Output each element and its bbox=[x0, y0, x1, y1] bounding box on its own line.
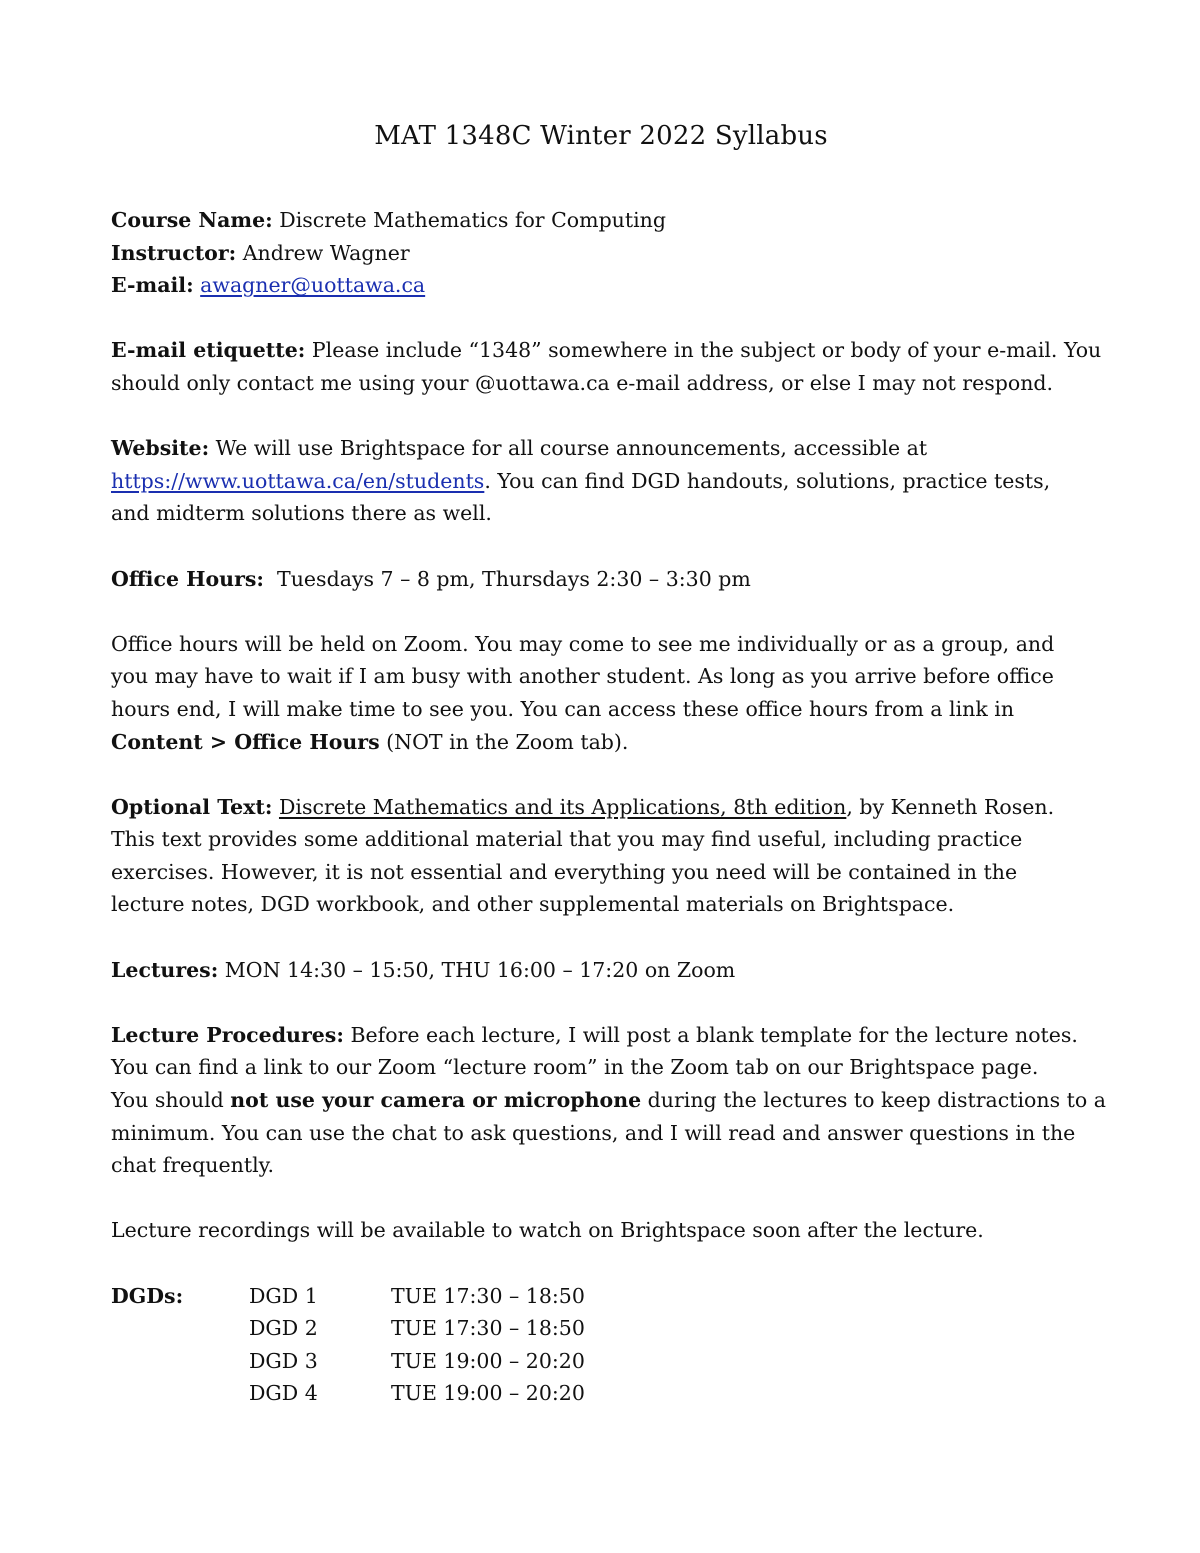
etiquette-line-2: should only contact me using your @uottawa.ca e-mail address, or else I may not respond. bbox=[111, 370, 1054, 395]
dgd-row bbox=[111, 1280, 1091, 1313]
procedures-text-3a: You should bbox=[111, 1088, 231, 1113]
office-hours-para-end: (NOT in the Zoom tab). bbox=[379, 729, 629, 754]
website-link[interactable]: https://www.uottawa.ca/en/students bbox=[111, 468, 485, 493]
email-link[interactable]: awagner@uottawa.ca bbox=[200, 273, 426, 298]
procedures-line-3 bbox=[111, 1084, 1106, 1117]
procedures-line-2: You can find a link to our Zoom “lecture room” in the Zoom tab on our Brightspace page. bbox=[111, 1055, 1039, 1080]
instructor-label: Instructor: bbox=[111, 240, 237, 265]
optional-text-line-1 bbox=[111, 791, 1091, 824]
dgd-name: DGD 3 bbox=[249, 1348, 318, 1373]
office-hours-details bbox=[111, 628, 1091, 758]
office-hours-section bbox=[111, 563, 1091, 596]
procedures-label: Lecture Procedures: bbox=[111, 1022, 344, 1047]
website-text-2: . You can find DGD handouts, solutions, practice tests, bbox=[484, 468, 1051, 493]
lectures-line bbox=[111, 954, 1091, 987]
email-label: E-mail: bbox=[111, 273, 194, 298]
website-line-2 bbox=[111, 465, 1091, 498]
office-hours-line bbox=[111, 563, 1091, 596]
website-label: Website: bbox=[111, 436, 210, 461]
website-section bbox=[111, 432, 1091, 530]
dgd-time: TUE 19:00 – 20:20 bbox=[391, 1381, 585, 1406]
procedures-text-1: Before each lecture, I will post a blank template for the lecture notes. bbox=[350, 1022, 1078, 1047]
dgd-label: DGDs: bbox=[111, 1283, 184, 1308]
lectures-label: Lectures: bbox=[111, 957, 219, 982]
book-title: Discrete Mathematics and its Applications, 8th edition bbox=[278, 794, 847, 819]
dgd-time: TUE 17:30 – 18:50 bbox=[391, 1283, 585, 1308]
optional-text-label: Optional Text: bbox=[111, 794, 273, 819]
office-hours-value: Tuesdays 7 – 8 pm, Thursdays 2:30 – 3:30 pm bbox=[277, 566, 751, 591]
optional-text-line-3: exercises. However, it is not essential and everything you need will be contained in the bbox=[111, 859, 1018, 884]
procedures-text-3b: during the lectures to keep distractions to a bbox=[641, 1088, 1106, 1113]
lectures-section bbox=[111, 954, 1091, 987]
course-name-value: Discrete Mathematics for Computing bbox=[279, 208, 667, 232]
lectures-value: MON 14:30 – 15:50, THU 16:00 – 17:20 on Zoom bbox=[224, 957, 736, 982]
dgd-name: DGD 2 bbox=[249, 1316, 318, 1341]
etiquette-label: E-mail etiquette: bbox=[111, 338, 306, 363]
office-hours-para-3: hours end, I will make time to see you. You can access these office hours from a link in bbox=[111, 696, 1015, 721]
dgd-row bbox=[111, 1312, 1091, 1345]
dgd-table bbox=[111, 1280, 1091, 1410]
etiquette-section bbox=[111, 334, 1102, 399]
procedures-line-4: minimum. You can use the chat to ask questions, and I will read and answer questions in the bbox=[111, 1120, 1076, 1145]
course-name-label: Course Name: bbox=[111, 208, 273, 232]
page-title: MAT 1348C Winter 2022 Syllabus bbox=[374, 121, 828, 151]
recordings-line: Lecture recordings will be available to watch on Brightspace soon after the lecture. bbox=[111, 1218, 984, 1243]
dgd-row bbox=[111, 1345, 1091, 1378]
dgd-time: TUE 17:30 – 18:50 bbox=[391, 1316, 585, 1341]
course-info bbox=[111, 204, 1091, 302]
instructor-value: Andrew Wagner bbox=[242, 240, 410, 265]
etiquette-line-1 bbox=[111, 334, 1102, 367]
office-hours-para-4 bbox=[111, 726, 1091, 759]
office-hours-para-2: you may have to wait if I am busy with another student. As long as you arrive before office bbox=[111, 664, 1054, 689]
dgd-name: DGD 1 bbox=[249, 1283, 318, 1308]
optional-text-line-4: lecture notes, DGD workbook, and other supplemental materials on Brightspace. bbox=[111, 892, 955, 917]
office-hours-path: Content > Office Hours bbox=[111, 729, 380, 754]
dgd-time: TUE 19:00 – 20:20 bbox=[391, 1348, 585, 1373]
dgd-row bbox=[111, 1377, 1091, 1410]
optional-text-section bbox=[111, 791, 1091, 921]
procedures-line-1 bbox=[111, 1019, 1091, 1052]
etiquette-text-1: Please include “1348” somewhere in the subject or body of your e-mail. You bbox=[311, 338, 1102, 363]
procedures-emphasis: not use your camera or microphone bbox=[230, 1088, 642, 1113]
instructor-line bbox=[111, 237, 1091, 270]
office-hours-para-1: Office hours will be held on Zoom. You may come to see me individually or as a group, and bbox=[111, 631, 1055, 656]
recordings-section bbox=[111, 1214, 1091, 1247]
website-text-1: We will use Brightspace for all course announcements, accessible at bbox=[215, 436, 928, 461]
syllabus-page bbox=[111, 118, 1106, 1410]
procedures-section bbox=[111, 1019, 1106, 1182]
optional-text-line-2: This text provides some additional material that you may find useful, including practice bbox=[111, 827, 1023, 852]
website-line-1 bbox=[111, 432, 1091, 465]
book-author: , by Kenneth Rosen. bbox=[846, 794, 1055, 819]
dgd-name: DGD 4 bbox=[249, 1381, 318, 1406]
procedures-line-5: chat frequently. bbox=[111, 1153, 275, 1178]
course-name-line bbox=[111, 204, 1091, 237]
office-hours-label: Office Hours: bbox=[111, 566, 264, 591]
website-line-3: and midterm solutions there as well. bbox=[111, 501, 492, 526]
email-line bbox=[111, 269, 1091, 302]
